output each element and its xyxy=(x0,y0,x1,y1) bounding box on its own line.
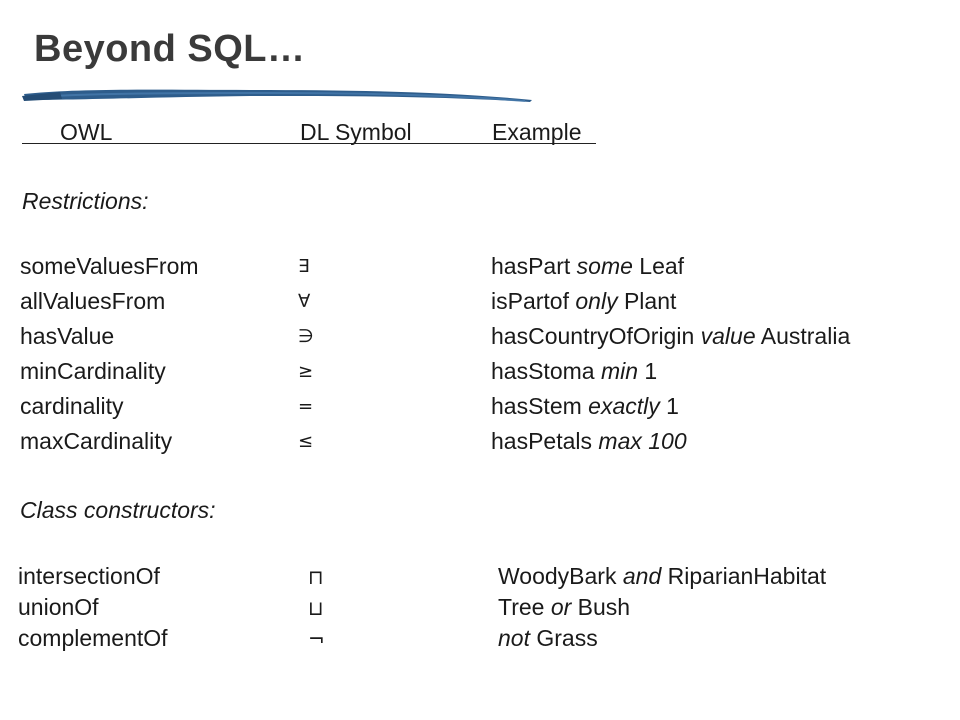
header-example: Example xyxy=(492,119,582,145)
owl-term: hasValue xyxy=(20,323,115,349)
owl-term: allValuesFrom xyxy=(20,288,166,314)
example-text: WoodyBark and RiparianHabitat xyxy=(498,563,827,589)
owl-term: someValuesFrom xyxy=(20,253,199,279)
dl-symbol: ≥ xyxy=(298,361,314,382)
owl-term: maxCardinality xyxy=(20,428,173,454)
dl-symbol: ∃ xyxy=(298,256,310,277)
dl-symbol: ¬ xyxy=(308,627,325,651)
dl-symbol: ⊔ xyxy=(308,596,324,620)
constructors-heading: Class constructors: xyxy=(20,497,216,523)
owl-term: complementOf xyxy=(18,625,168,651)
example-text: hasPart some Leaf xyxy=(491,253,685,279)
header-owl: OWL xyxy=(60,119,113,145)
owl-term: minCardinality xyxy=(20,358,166,384)
restrictions-heading: Restrictions: xyxy=(22,188,149,214)
brush-stroke-underline xyxy=(20,84,540,108)
example-text: Tree or Bush xyxy=(498,594,631,620)
dl-symbol: ∋ xyxy=(298,326,314,347)
owl-term: intersectionOf xyxy=(18,563,160,589)
owl-term: unionOf xyxy=(18,594,99,620)
owl-term: cardinality xyxy=(20,393,124,419)
header-underline xyxy=(22,143,596,144)
slide-title: Beyond SQL… xyxy=(34,28,306,70)
example-text: not Grass xyxy=(498,625,598,651)
example-text: hasStoma min 1 xyxy=(491,358,658,384)
header-dl-symbol: DL Symbol xyxy=(300,119,412,145)
dl-symbol: ⊓ xyxy=(308,565,324,589)
dl-symbol: ∀ xyxy=(298,291,311,312)
example-text: hasPetals max 100 xyxy=(491,428,687,454)
example-text: hasCountryOfOrigin value Australia xyxy=(491,323,851,349)
dl-symbol: ≤ xyxy=(298,431,314,452)
example-text: isPartof only Plant xyxy=(491,288,677,314)
example-text: hasStem exactly 1 xyxy=(491,393,679,419)
dl-symbol: = xyxy=(298,396,314,417)
